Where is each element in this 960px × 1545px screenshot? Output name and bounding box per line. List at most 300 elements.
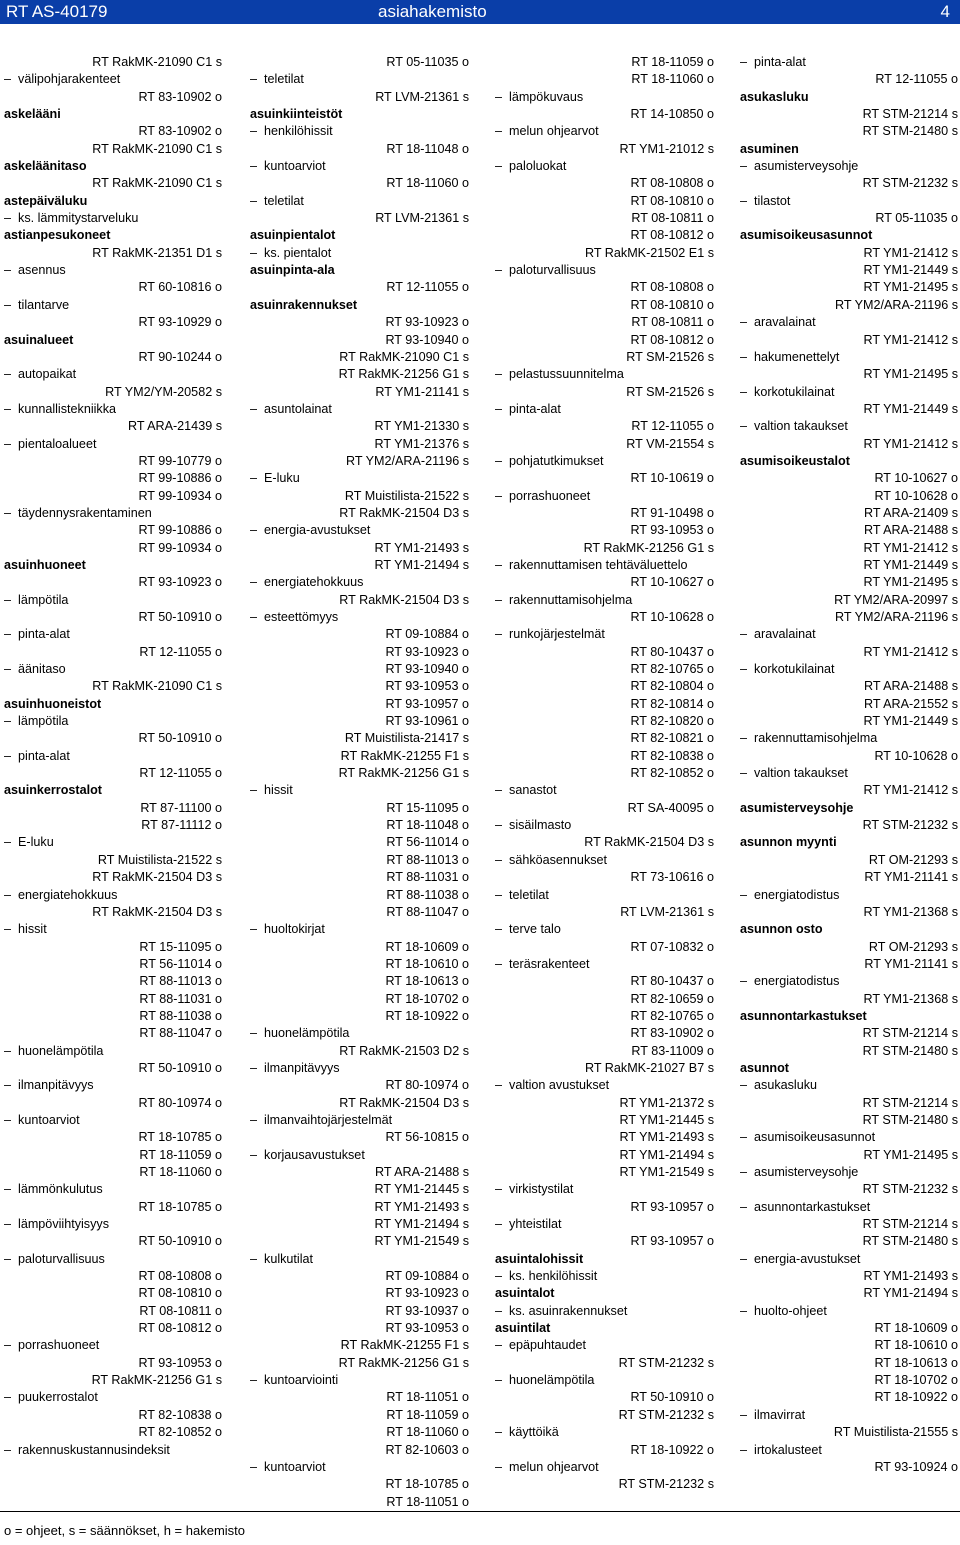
index-subentry: – valtion takaukset bbox=[740, 418, 958, 435]
index-subentry: – täydennysrakentaminen bbox=[4, 505, 222, 522]
index-subentry: – virkistystilat bbox=[495, 1181, 714, 1198]
index-reference: RT 88-11031 o bbox=[386, 870, 469, 885]
index-subentry: – lämpöviihtyisyys bbox=[4, 1216, 222, 1233]
index-reference: RT STM-21232 s bbox=[862, 176, 958, 191]
index-reference: RT 18-11060 o bbox=[386, 1425, 469, 1440]
index-reference: RT RakMK-21090 C1 s bbox=[339, 349, 469, 364]
index-reference: RT 99-10934 o bbox=[138, 540, 222, 555]
index-reference: RT 18-10922 o bbox=[874, 1390, 958, 1405]
index-reference: RT YM1-21412 s bbox=[863, 540, 958, 555]
index-reference: RT 12-11055 o bbox=[139, 766, 222, 781]
index-reference: RT YM1-21372 s bbox=[619, 1095, 714, 1110]
index-subentry: – sisäilmasto bbox=[495, 817, 714, 834]
index-reference: RT 83-10902 o bbox=[630, 1026, 714, 1041]
index-reference: RT RakMK-21027 B7 s bbox=[584, 1060, 714, 1075]
index-subentry: – rakennuskustannusindeksit bbox=[4, 1442, 222, 1459]
index-reference: RT 18-11060 o bbox=[631, 72, 714, 87]
index-heading: asuinrakennukset bbox=[250, 297, 358, 312]
index-reference: RT 09-10884 o bbox=[385, 627, 469, 642]
index-reference: RT ARA-21488 s bbox=[374, 1165, 469, 1179]
index-reference: RT 93-10940 o bbox=[385, 662, 469, 677]
page-header bbox=[0, 0, 960, 24]
index-subentry: – energia-avustukset bbox=[250, 522, 469, 539]
index-reference: RT 88-11038 o bbox=[139, 1008, 222, 1023]
index-reference: RT YM1-21141 s bbox=[375, 384, 469, 399]
index-reference: RT 88-11013 o bbox=[139, 974, 222, 989]
index-reference: RT 56-10815 o bbox=[385, 1130, 469, 1145]
index-reference: RT RakMK-21504 D3 s bbox=[339, 1095, 469, 1110]
index-reference: RT RakMK-21503 D2 s bbox=[339, 1043, 469, 1058]
index-subentry: – lämpötila bbox=[4, 713, 222, 730]
index-reference: RT YM1-21495 s bbox=[863, 280, 958, 295]
index-reference: RT 08-10810 o bbox=[630, 297, 714, 312]
index-reference: RT 18-11048 o bbox=[386, 818, 469, 833]
index-subentry: – huoltokirjat bbox=[250, 921, 469, 938]
index-reference: RT YM1-21449 s bbox=[863, 263, 958, 278]
index-subentry: – ks. lämmitystarveluku bbox=[4, 210, 222, 227]
index-reference: RT 93-10953 o bbox=[385, 679, 469, 694]
index-heading: asunnontarkastukset bbox=[740, 1008, 867, 1023]
index-reference: RT SM-21526 s bbox=[626, 349, 714, 364]
index-reference: RT YM1-21493 s bbox=[619, 1130, 714, 1145]
index-subentry: – asuntolainat bbox=[250, 401, 469, 418]
index-reference: RT YM1-21141 s bbox=[864, 956, 958, 971]
index-reference: RT STM-21214 s bbox=[862, 1095, 958, 1110]
index-reference: RT YM2/ARA-21196 s bbox=[346, 453, 469, 468]
index-subentry: – energiatehokkuus bbox=[250, 574, 469, 591]
index-reference: RT 99-10886 o bbox=[138, 471, 222, 486]
index-subentry: – energiatehokkuus bbox=[4, 887, 222, 904]
index-subentry: – autopaikat bbox=[4, 366, 222, 383]
index-subentry: – tilastot bbox=[740, 193, 958, 210]
index-reference: RT RakMK-21504 D3 s bbox=[92, 870, 222, 885]
index-reference: RT 82-10603 o bbox=[385, 1442, 469, 1457]
index-reference: RT 18-10610 o bbox=[874, 1338, 958, 1353]
index-subentry: – huolto-ohjeet bbox=[740, 1303, 958, 1320]
index-heading: asukasluku bbox=[740, 89, 809, 104]
index-reference: RT RakMK-21504 D3 s bbox=[584, 835, 714, 850]
index-reference: RT STM-21232 s bbox=[618, 1477, 714, 1492]
index-reference: RT 14-10850 o bbox=[630, 107, 714, 122]
index-reference: RT 90-10244 o bbox=[138, 349, 222, 364]
index-reference: RT 87-11112 o bbox=[141, 818, 222, 833]
index-subentry: – porrashuoneet bbox=[4, 1337, 222, 1354]
index-column-4 bbox=[740, 54, 958, 1476]
index-reference: RT LVM-21361 s bbox=[375, 89, 469, 104]
index-subentry: – kuntoarviot bbox=[250, 1459, 469, 1476]
index-reference: RT 08-10808 o bbox=[630, 176, 714, 191]
index-reference: RT 93-10957 o bbox=[630, 1199, 714, 1214]
index-reference: RT 18-10785 o bbox=[138, 1199, 222, 1214]
index-reference: RT STM-21214 s bbox=[862, 1026, 958, 1041]
index-subentry: – huonelämpötila bbox=[4, 1043, 222, 1060]
index-reference: RT 56-11014 o bbox=[139, 956, 222, 971]
index-subentry: – teletilat bbox=[250, 193, 469, 210]
index-heading: askeläänitaso bbox=[4, 159, 87, 174]
index-reference: RT 82-10821 o bbox=[630, 731, 714, 746]
index-reference: RT 83-10902 o bbox=[138, 124, 222, 139]
page-title: asiahakemisto bbox=[378, 2, 487, 21]
index-reference: RT YM2/YM-20582 s bbox=[105, 384, 222, 399]
index-reference: RT 08-10808 o bbox=[630, 280, 714, 295]
index-reference: RT 08-10812 o bbox=[138, 1321, 222, 1336]
index-subentry: – tilantarve bbox=[4, 297, 222, 314]
index-subentry: – energiatodistus bbox=[740, 973, 958, 990]
index-reference: RT STM-21480 s bbox=[862, 1234, 958, 1249]
index-reference: RT 18-10785 o bbox=[138, 1130, 222, 1145]
index-reference: RT RakMK-21090 C1 s bbox=[92, 176, 222, 191]
index-reference: RT ARA-21552 s bbox=[863, 696, 958, 711]
index-reference: RT YM1-21449 s bbox=[863, 557, 958, 572]
index-heading: astianpesukoneet bbox=[4, 228, 111, 243]
index-heading: asuintalohissit bbox=[495, 1251, 584, 1266]
index-subentry: – pinta-alat bbox=[740, 54, 958, 71]
index-reference: RT 08-10812 o bbox=[630, 332, 714, 347]
index-reference: RT 05-11035 o bbox=[875, 211, 958, 226]
index-reference: RT RakMK-21504 D3 s bbox=[339, 592, 469, 607]
index-reference: RT 93-10957 o bbox=[385, 696, 469, 711]
index-subentry: – kuntoarviot bbox=[4, 1112, 222, 1129]
index-heading: astepäiväluku bbox=[4, 193, 88, 208]
index-reference: RT RakMK-21090 C1 s bbox=[92, 141, 222, 156]
index-reference: RT 82-10820 o bbox=[630, 714, 714, 729]
index-reference: RT STM-21232 s bbox=[618, 1355, 714, 1370]
index-reference: RT 18-10785 o bbox=[385, 1477, 469, 1492]
index-reference: RT 50-10910 o bbox=[630, 1390, 714, 1405]
index-reference: RT 80-10437 o bbox=[630, 644, 714, 659]
index-reference: RT YM1-21412 s bbox=[863, 245, 958, 260]
index-reference: RT 10-10627 o bbox=[874, 471, 958, 486]
index-reference: RT YM1-21493 s bbox=[374, 1199, 469, 1214]
index-reference: RT 18-10613 o bbox=[385, 974, 469, 989]
index-heading: asunnot bbox=[740, 1060, 789, 1075]
index-reference: RT YM1-21495 s bbox=[863, 575, 958, 590]
index-reference: RT 15-11095 o bbox=[139, 939, 222, 954]
index-subentry: – asukasluku bbox=[740, 1077, 958, 1094]
index-reference: RT OM-21293 s bbox=[868, 939, 958, 954]
index-column-2 bbox=[250, 54, 469, 1511]
index-subentry: – asumisterveysohje bbox=[740, 158, 958, 175]
index-reference: RT Muistilista-21555 s bbox=[833, 1425, 958, 1440]
index-reference: RT YM1-21376 s bbox=[374, 436, 469, 451]
index-reference: RT 18-11059 o bbox=[139, 1147, 222, 1162]
index-subentry: – melun ohjearvot bbox=[495, 1459, 714, 1476]
index-reference: RT 08-10808 o bbox=[138, 1269, 222, 1284]
index-reference: RT 08-10810 o bbox=[630, 193, 714, 208]
index-reference: RT RakMK-21504 D3 s bbox=[339, 505, 469, 520]
index-reference: RT 07-10832 o bbox=[630, 939, 714, 954]
index-reference: RT 12-11055 o bbox=[386, 280, 469, 295]
index-subentry: – pinta-alat bbox=[4, 748, 222, 765]
index-reference: RT ARA-21488 s bbox=[863, 679, 958, 694]
index-reference: RT RakMK-21256 G1 s bbox=[583, 540, 714, 555]
index-subentry: – aravalainat bbox=[740, 314, 958, 331]
index-reference: RT 18-10609 o bbox=[874, 1321, 958, 1336]
index-reference: RT STM-21214 s bbox=[862, 1217, 958, 1232]
index-reference: RT RakMK-21502 E1 s bbox=[584, 245, 714, 260]
index-reference: RT 08-10810 o bbox=[138, 1286, 222, 1301]
index-reference: RT 88-11038 o bbox=[386, 887, 469, 902]
index-subentry: – aravalainat bbox=[740, 626, 958, 643]
index-reference: RT YM1-21445 s bbox=[619, 1112, 714, 1127]
index-reference: RT YM1-21494 s bbox=[374, 557, 469, 572]
index-subentry: – ilmanpitävyys bbox=[250, 1060, 469, 1077]
index-reference: RT 93-10923 o bbox=[385, 315, 469, 330]
index-reference: RT 87-11100 o bbox=[140, 800, 222, 815]
index-heading: asumisoikeustalot bbox=[740, 453, 850, 468]
index-heading: asumisoikeusasunnot bbox=[740, 228, 873, 243]
index-reference: RT YM1-21494 s bbox=[619, 1147, 714, 1162]
index-subentry: – E-luku bbox=[4, 834, 222, 851]
index-reference: RT 10-10627 o bbox=[630, 575, 714, 590]
index-subentry: – terve talo bbox=[495, 921, 714, 938]
index-reference: RT 10-10628 o bbox=[874, 488, 958, 503]
index-heading: asuintilat bbox=[495, 1321, 551, 1336]
index-reference: RT 60-10816 o bbox=[138, 280, 222, 295]
index-reference: RT YM1-21012 s bbox=[619, 141, 714, 156]
index-reference: RT 12-11055 o bbox=[139, 644, 222, 659]
index-reference: RT 83-10902 o bbox=[138, 89, 222, 104]
index-reference: RT 18-11059 o bbox=[386, 1407, 469, 1422]
index-subentry: – energiatodistus bbox=[740, 887, 958, 904]
index-reference: RT 93-10940 o bbox=[385, 332, 469, 347]
index-subentry: – rakennuttamisen tehtäväluettelo bbox=[495, 557, 714, 574]
index-subentry: – puukerrostalot bbox=[4, 1389, 222, 1406]
index-reference: RT 93-10923 o bbox=[138, 575, 222, 590]
index-subentry: – ilmanpitävyys bbox=[4, 1077, 222, 1094]
index-subentry: – paloluokat bbox=[495, 158, 714, 175]
index-subentry: – huonelämpötila bbox=[250, 1025, 469, 1042]
index-reference: RT YM1-21141 s bbox=[864, 870, 958, 885]
index-subentry: – teletilat bbox=[495, 887, 714, 904]
index-reference: RT 12-11055 o bbox=[631, 419, 714, 434]
index-subentry: – rakennuttamisohjelma bbox=[740, 730, 958, 747]
index-reference: RT 82-10659 o bbox=[630, 991, 714, 1006]
index-reference: RT 08-10811 o bbox=[631, 315, 714, 330]
index-reference: RT 18-10702 o bbox=[385, 991, 469, 1006]
index-reference: RT RakMK-21256 G1 s bbox=[91, 1373, 222, 1388]
index-reference: RT 93-10923 o bbox=[385, 1286, 469, 1301]
index-heading: asuinkiinteistöt bbox=[250, 107, 343, 122]
index-reference: RT STM-21232 s bbox=[618, 1407, 714, 1422]
index-reference: RT 10-10628 o bbox=[874, 748, 958, 763]
index-reference: RT LVM-21361 s bbox=[620, 904, 714, 919]
index-reference: RT VM-21554 s bbox=[626, 436, 714, 451]
index-subentry: – välipohjarakenteet bbox=[4, 71, 222, 88]
index-reference: RT 93-10953 o bbox=[630, 523, 714, 538]
index-reference: RT RakMK-21090 C1 s bbox=[92, 55, 222, 69]
index-reference: RT STM-21480 s bbox=[862, 1043, 958, 1058]
index-reference: RT YM1-21494 s bbox=[374, 1217, 469, 1232]
index-reference: RT 50-10910 o bbox=[138, 1060, 222, 1075]
index-reference: RT YM1-21412 s bbox=[863, 436, 958, 451]
index-subentry: – hissit bbox=[4, 921, 222, 938]
index-reference: RT STM-21480 s bbox=[862, 124, 958, 139]
index-reference: RT YM1-21330 s bbox=[374, 419, 469, 434]
index-subentry: – pinta-alat bbox=[495, 401, 714, 418]
index-subentry: – asunnontarkastukset bbox=[740, 1199, 958, 1216]
index-reference: RT SA-40095 o bbox=[627, 800, 714, 815]
index-subentry: – valtion avustukset bbox=[495, 1077, 714, 1094]
index-subentry: – runkojärjestelmät bbox=[495, 626, 714, 643]
index-heading: askeläänі bbox=[4, 107, 61, 122]
index-reference: RT RakMK-21256 G1 s bbox=[338, 1355, 469, 1370]
index-subentry: – porrashuoneet bbox=[495, 488, 714, 505]
index-reference: RT 18-11059 o bbox=[631, 55, 714, 69]
index-reference: RT 18-11060 o bbox=[386, 176, 469, 191]
index-subentry: – energia-avustukset bbox=[740, 1251, 958, 1268]
index-reference: RT ARA-21488 s bbox=[863, 523, 958, 538]
index-reference: RT 18-10702 o bbox=[874, 1373, 958, 1388]
index-reference: RT 82-10765 o bbox=[630, 662, 714, 677]
document-code: RT AS-40179 bbox=[6, 2, 108, 21]
index-heading: asuinpientalot bbox=[250, 228, 336, 243]
index-subentry: – korkotukilainat bbox=[740, 661, 958, 678]
index-reference: RT 18-10610 o bbox=[385, 956, 469, 971]
index-reference: RT 18-10613 o bbox=[874, 1355, 958, 1370]
index-reference: RT 83-11009 o bbox=[631, 1043, 714, 1058]
index-reference: RT STM-21214 s bbox=[862, 107, 958, 122]
index-subentry: – sähköasennukset bbox=[495, 852, 714, 869]
index-reference: RT YM2/ARA-21196 s bbox=[835, 297, 958, 312]
index-reference: RT 80-10437 o bbox=[630, 974, 714, 989]
index-subentry: – kulkutilat bbox=[250, 1251, 469, 1268]
index-reference: RT RakMK-21256 G1 s bbox=[338, 367, 469, 382]
index-subentry: – kunnallistekniikka bbox=[4, 401, 222, 418]
index-reference: RT 99-10779 o bbox=[138, 453, 222, 468]
index-reference: RT YM1-21412 s bbox=[863, 783, 958, 798]
index-subentry: – lämmönkulutus bbox=[4, 1181, 222, 1198]
index-reference: RT 93-10924 o bbox=[874, 1459, 958, 1474]
index-reference: RT 93-10953 o bbox=[138, 1355, 222, 1370]
page-number: 4 bbox=[940, 2, 950, 21]
index-heading: asumisterveysohje bbox=[740, 800, 854, 815]
index-reference: RT 82-10852 o bbox=[138, 1425, 222, 1440]
index-heading: asunnon osto bbox=[740, 922, 823, 937]
index-reference: RT YM1-21494 s bbox=[863, 1286, 958, 1301]
index-reference: RT 10-10628 o bbox=[630, 610, 714, 624]
index-reference: RT 80-10974 o bbox=[138, 1095, 222, 1110]
index-column-1 bbox=[4, 54, 222, 1459]
index-reference: RT 18-10609 o bbox=[385, 939, 469, 954]
index-subentry: – kuntoarviointi bbox=[250, 1372, 469, 1389]
index-reference: RT 73-10616 o bbox=[630, 870, 714, 885]
footer-divider bbox=[0, 1511, 960, 1512]
index-reference: RT YM1-21549 s bbox=[374, 1234, 469, 1249]
index-subentry: – asumisoikeusasunnot bbox=[740, 1129, 958, 1146]
index-reference: RT 91-10498 o bbox=[630, 505, 714, 520]
index-reference: RT LVM-21361 s bbox=[375, 211, 469, 226]
index-reference: RT 10-10619 o bbox=[630, 471, 714, 486]
index-reference: RT 18-11051 o bbox=[386, 1494, 469, 1509]
index-reference: RT 82-10838 o bbox=[630, 748, 714, 763]
index-subentry: – ks. henkilöhissit bbox=[495, 1268, 714, 1285]
index-heading: asuinhuoneet bbox=[4, 557, 86, 572]
index-reference: RT 99-10934 o bbox=[138, 488, 222, 503]
index-reference: RT Muistilista-21522 s bbox=[97, 852, 222, 867]
index-subentry: – E-luku bbox=[250, 470, 469, 487]
index-reference: RT YM1-21368 s bbox=[863, 904, 958, 919]
index-subentry: – teräsrakenteet bbox=[495, 956, 714, 973]
index-reference: RT 50-10910 o bbox=[138, 610, 222, 624]
index-reference: RT 50-10910 o bbox=[138, 731, 222, 746]
index-subentry: – asennus bbox=[4, 262, 222, 279]
index-reference: RT YM1-21495 s bbox=[863, 1147, 958, 1162]
index-reference: RT 08-10811 o bbox=[139, 1303, 222, 1318]
index-reference: RT 88-11013 o bbox=[386, 852, 469, 867]
index-reference: RT RakMK-21255 F1 s bbox=[340, 748, 469, 763]
index-reference: RT 88-11047 o bbox=[139, 1026, 222, 1041]
index-subentry: – lämpökuvaus bbox=[495, 89, 714, 106]
index-reference: RT 08-10812 o bbox=[630, 228, 714, 243]
index-subentry: – sanastot bbox=[495, 782, 714, 799]
index-subentry: – lämpötila bbox=[4, 592, 222, 609]
index-subentry: – ks. asuinrakennukset bbox=[495, 1303, 714, 1320]
index-reference: RT 93-10937 o bbox=[385, 1303, 469, 1318]
index-heading: asuinhuoneistot bbox=[4, 696, 102, 711]
index-heading: asuinkerrostalot bbox=[4, 783, 102, 798]
index-reference: RT YM1-21445 s bbox=[374, 1182, 469, 1197]
index-subentry: – pohjatutkimukset bbox=[495, 453, 714, 470]
index-subentry: – hakumenettelyt bbox=[740, 349, 958, 366]
index-heading: asuinpinta-ala bbox=[250, 263, 335, 278]
index-reference: RT 93-10929 o bbox=[138, 315, 222, 330]
index-reference: RT 18-10922 o bbox=[630, 1442, 714, 1457]
index-subentry: – pientaloalueet bbox=[4, 436, 222, 453]
index-reference: RT ARA-21439 s bbox=[127, 419, 222, 434]
index-reference: RT 56-11014 o bbox=[386, 835, 469, 850]
index-reference: RT 18-11048 o bbox=[386, 141, 469, 156]
index-reference: RT RakMK-21256 G1 s bbox=[338, 766, 469, 781]
index-reference: RT 82-10765 o bbox=[630, 1008, 714, 1023]
index-reference: RT RakMK-21351 D1 s bbox=[92, 245, 222, 260]
index-reference: RT YM1-21549 s bbox=[619, 1165, 714, 1179]
index-reference: RT 18-11060 o bbox=[139, 1165, 222, 1179]
index-reference: RT Muistilista-21522 s bbox=[344, 488, 469, 503]
index-subentry: – hissit bbox=[250, 782, 469, 799]
index-reference: RT 93-10923 o bbox=[385, 644, 469, 659]
index-subentry: – henkilöhissit bbox=[250, 123, 469, 140]
index-heading: asunnon myynti bbox=[740, 835, 837, 850]
index-subentry: – käyttöikä bbox=[495, 1424, 714, 1441]
index-reference: RT OM-21293 s bbox=[868, 852, 958, 867]
index-subentry: – paloturvallisuus bbox=[495, 262, 714, 279]
index-reference: RT 93-10961 o bbox=[385, 714, 469, 729]
index-subentry: – pelastussuunnitelma bbox=[495, 366, 714, 383]
index-subentry: – melun ohjearvot bbox=[495, 123, 714, 140]
index-reference: RT 12-11055 o bbox=[875, 72, 958, 87]
index-subentry: – korkotukilainat bbox=[740, 384, 958, 401]
index-subentry: – ilmanvaihtojärjestelmät bbox=[250, 1112, 469, 1129]
index-subentry: – rakennuttamisohjelma bbox=[495, 592, 714, 609]
index-reference: RT STM-21480 s bbox=[862, 1112, 958, 1127]
index-reference: RT YM1-21412 s bbox=[863, 332, 958, 347]
index-reference: RT 09-10884 o bbox=[385, 1269, 469, 1284]
index-subentry: – yhteistilat bbox=[495, 1216, 714, 1233]
index-subentry: – irtokalusteet bbox=[740, 1442, 958, 1459]
index-subentry: – korjausavustukset bbox=[250, 1147, 469, 1164]
index-reference: RT 82-10814 o bbox=[630, 696, 714, 711]
index-subentry: – ilmavirrat bbox=[740, 1407, 958, 1424]
index-subentry: – epäpuhtaudet bbox=[495, 1337, 714, 1354]
index-subentry: – valtion takaukset bbox=[740, 765, 958, 782]
index-heading: asuminen bbox=[740, 141, 799, 156]
index-column-3 bbox=[495, 54, 714, 1494]
index-reference: RT YM2/ARA-20997 s bbox=[834, 592, 958, 607]
index-reference: RT 18-11051 o bbox=[386, 1390, 469, 1405]
index-reference: RT 05-11035 o bbox=[386, 55, 469, 69]
index-reference: RT 88-11031 o bbox=[139, 991, 222, 1006]
